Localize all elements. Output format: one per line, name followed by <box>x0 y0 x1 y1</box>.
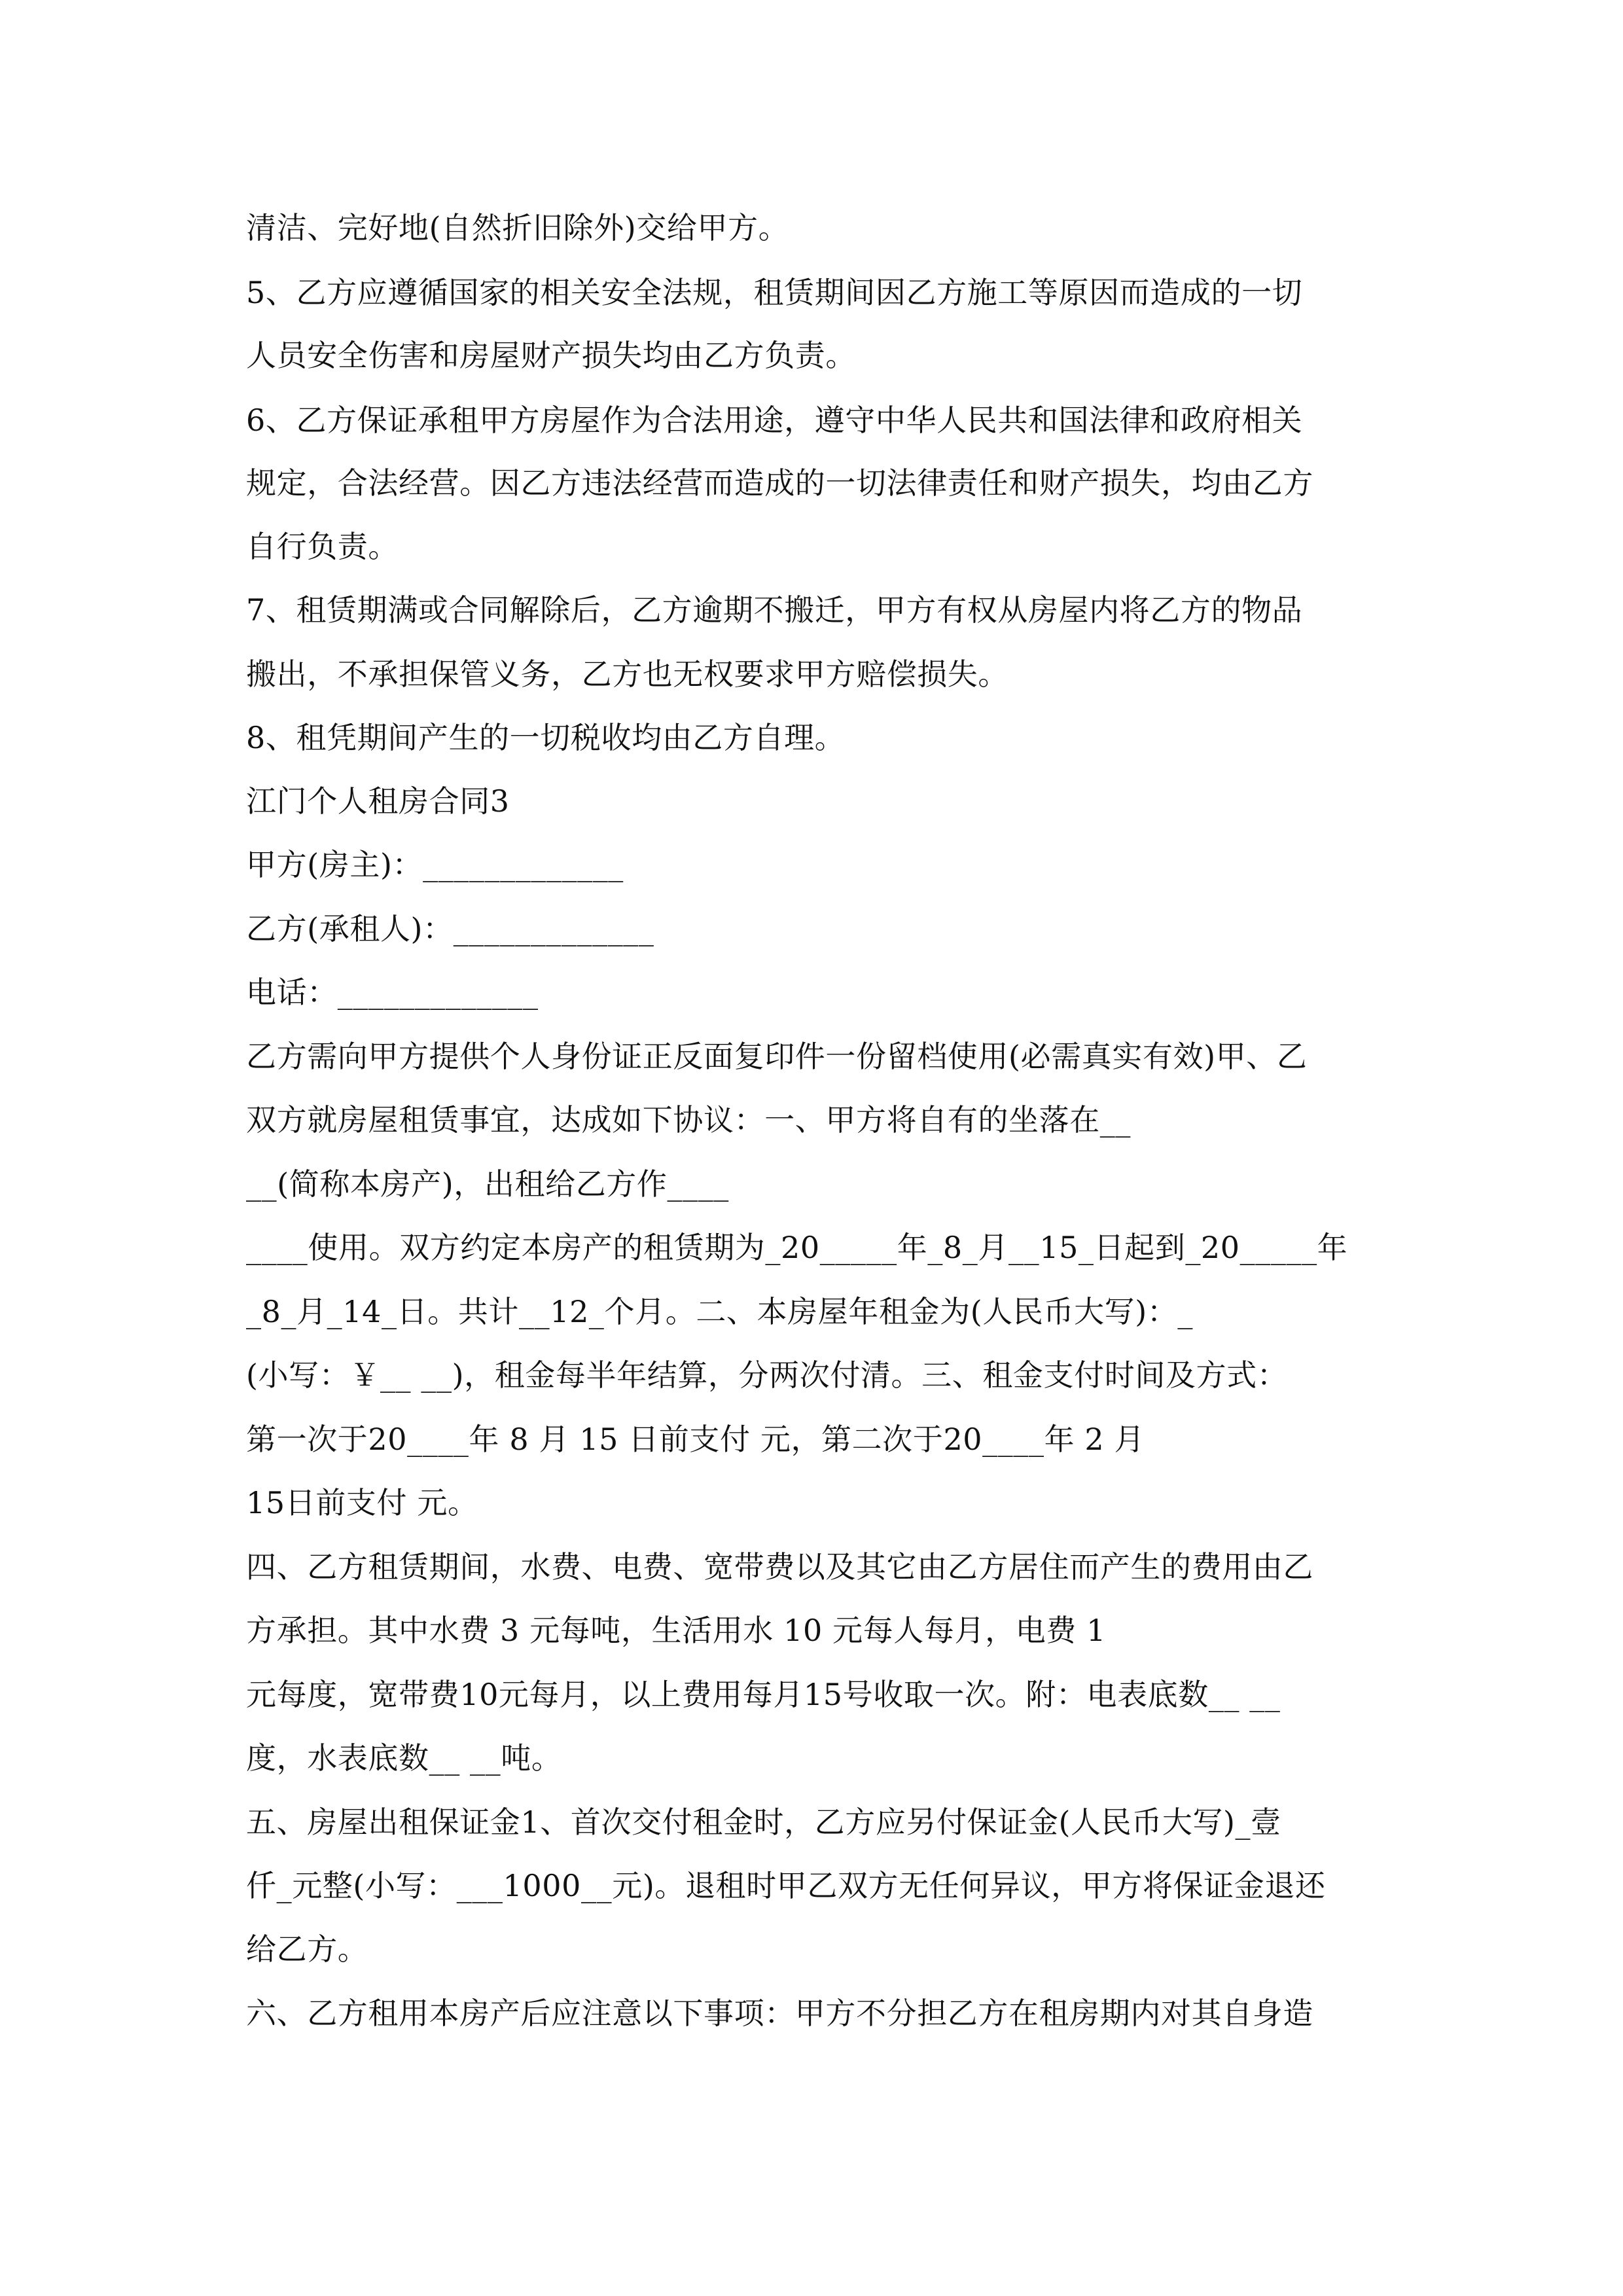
section-title: 江门个人租房合同3 <box>246 783 510 819</box>
text-line: _8_月_14_日。共计__12_个月。二、本房屋年租金为(人民币大写)：_ <box>246 1294 1194 1329</box>
text-line: 仟_元整(小写：___1000__元)。退租时甲乙双方无任何异议，甲方将保证金退还 <box>246 1868 1326 1903</box>
text-line: 5、乙方应遵循国家的相关安全法规，租赁期间因乙方施工等原因而造成的一切 <box>246 275 1303 310</box>
text-line: __(简称本房产)，出租给乙方作____ <box>246 1166 729 1202</box>
text-line: 8、租凭期间产生的一切税收均由乙方自理。 <box>246 720 846 755</box>
text-line: 给乙方。 <box>246 1931 368 1967</box>
party-a-field: 甲方(房主)：_____________ <box>246 847 624 882</box>
text-line: (小写：￥__ __)，租金每半年结算，分两次付清。三、租金支付时间及方式： <box>246 1357 1288 1393</box>
text-line: 人员安全伤害和房屋财产损失均由乙方负责。 <box>246 338 856 373</box>
text-line: 乙方需向甲方提供个人身份证正反面复印件一份留档使用(必需真实有效)甲、乙 <box>246 1039 1308 1074</box>
text-line: 清洁、完好地(自然折旧除外)交给甲方。 <box>246 210 789 245</box>
text-line: 元每度，宽带费10元每月，以上费用每月15号收取一次。附：电表底数__ __ <box>246 1677 1281 1712</box>
text-line: 6、乙方保证承租甲方房屋作为合法用途，遵守中华人民共和国法律和政府相关 <box>246 403 1303 438</box>
text-line: 7、租赁期满或合同解除后，乙方逾期不搬迁，甲方有权从房屋内将乙方的物品 <box>246 592 1303 628</box>
text-line: 双方就房屋租赁事宜，达成如下协议：一、甲方将自有的坐落在__ <box>246 1102 1131 1138</box>
text-line: ____使用。双方约定本房产的租赁期为_20_____年_8_月__15_日起到_20_____年 <box>246 1230 1348 1265</box>
text-line: 第一次于20____年 8 月 15 日前支付 元，第二次于20____年 2 月 <box>246 1422 1145 1457</box>
text-line: 六、乙方租用本房产后应注意以下事项：甲方不分担乙方在租房期内对其自身造 <box>246 1996 1313 2031</box>
text-line: 五、房屋出租保证金1、首次交付租金时，乙方应另付保证金(人民币大写)_壹 <box>246 1804 1281 1840</box>
text-line: 四、乙方租赁期间，水费、电费、宽带费以及其它由乙方居住而产生的费用由乙 <box>246 1549 1313 1585</box>
text-line: 自行负责。 <box>246 529 399 564</box>
text-line: 度，水表底数__ __吨。 <box>246 1740 562 1776</box>
text-line: 规定，合法经营。因乙方违法经营而造成的一切法律责任和财产损失，均由乙方 <box>246 465 1313 501</box>
text-line: 15日前支付 元。 <box>246 1485 478 1520</box>
phone-field: 电话：_____________ <box>246 975 539 1010</box>
text-line: 搬出，不承担保管义务，乙方也无权要求甲方赔偿损失。 <box>246 656 1008 692</box>
text-line: 方承担。其中水费 3 元每吨，生活用水 10 元每人每月，电费 1 <box>246 1613 1106 1648</box>
party-b-field: 乙方(承租人)：_____________ <box>246 911 654 946</box>
